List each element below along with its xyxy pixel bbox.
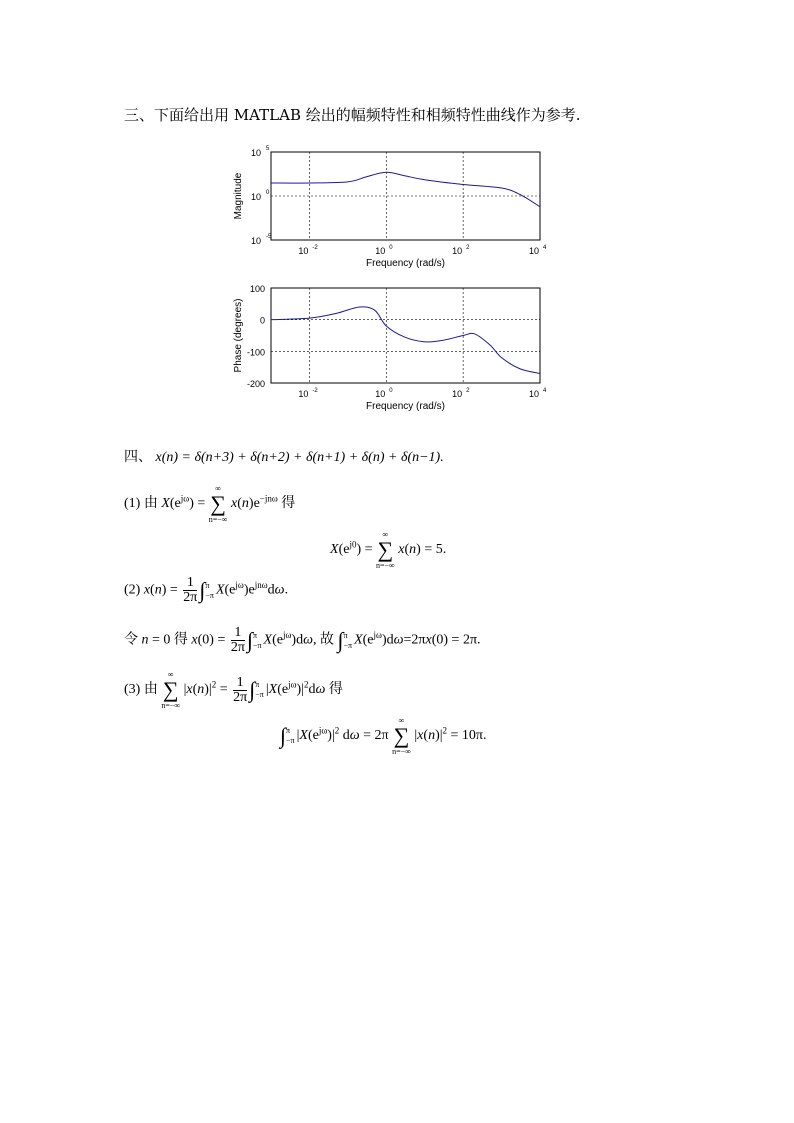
y-tick-label: 10 <box>250 148 261 158</box>
y-tick-exponent: 0 <box>266 190 270 196</box>
part3-label: (3) <box>124 682 141 698</box>
y-tick-label: 100 <box>249 284 265 294</box>
y-tick-label: 0 <box>259 315 265 326</box>
x-tick-label: 10 <box>375 389 386 399</box>
x-tick-label: 10 <box>452 246 463 256</box>
y-tick-label: 10 <box>250 192 261 202</box>
series-line <box>271 172 540 207</box>
x-tick-label: 10 <box>452 389 463 399</box>
x-tick-label: 10 <box>298 246 309 256</box>
x-tick-label: 10 <box>528 246 540 256</box>
part2-line: (2) x(n) = $\frac{1}{2\pi}$ ∫ π −π $X(e^{j\omega})e^{jn\omega}d\omega$. <box>124 575 289 605</box>
y-tick-label: -100 <box>246 347 265 358</box>
x-tick-exponent: 2 <box>466 245 470 251</box>
y-tick-exponent: -5 <box>266 234 272 240</box>
x-tick-label: 10 <box>298 389 309 399</box>
part2-derivation: 令 n = 0 得 x(0) = $\frac{1}{2\pi}$ ∫ π −π $X(e^{j\omega})d\omega$, 故 ∫ π −π $X(e^{j\omega})d\omega=2\pi x(0) = 2\pi$. <box>124 625 481 655</box>
x-tick-exponent: 2 <box>466 388 470 394</box>
x-tick-exponent: -2 <box>312 245 318 251</box>
part3-line: (3) 由 ∞ ∑ n=−∞ $|x(n)|^2$ = $\frac{1}{2\pi}$ ∫ π −π $|X(e^{j\omega})|^2d\omega$ 得 <box>124 670 343 710</box>
x-axis-label: Frequency (rad/s) <box>366 258 445 269</box>
x-tick-label: 10 <box>528 389 540 399</box>
section4-equation: x(n) = δ(n+3) + δ(n+2) + δ(n+1) + δ(n) + δ(n−1). <box>155 450 444 465</box>
y-tick-label: -200 <box>246 379 265 389</box>
plot-frame <box>271 288 540 383</box>
x-tick-exponent: 4 <box>543 388 547 394</box>
part3-result: ∫ π −π $|X(e^{j\omega})|^2$ dω = 2π ∞ ∑ n=−∞ $|x(n)|^2 = 10\pi$. <box>280 716 487 756</box>
y-tick-exponent: 5 <box>266 146 270 152</box>
series-line <box>271 307 540 374</box>
y-axis-label: Phase (degrees) <box>233 298 244 373</box>
section3-heading: 三、下面给出用 MATLAB 绘出的幅频特性和相频特性曲线作为参考. <box>124 106 581 124</box>
x-tick-exponent: 0 <box>389 388 393 394</box>
x-tick-exponent: 4 <box>543 245 547 251</box>
x-tick-exponent: -2 <box>312 388 318 394</box>
part1-line: (1) 由 $X(e^{j\omega})$ = ∞ ∑ n=−∞ $x(n)e^{-jn\omega}$ 得 <box>124 484 296 524</box>
x-tick-label: 10 <box>375 246 386 256</box>
plot-frame <box>271 152 540 240</box>
part2-label: (2) <box>124 582 141 598</box>
y-axis-label: Magnitude <box>233 172 244 220</box>
x-tick-exponent: 0 <box>389 245 393 251</box>
part1-result: $X(e^{j0})$ = ∞ ∑ n=−∞ x(n) = 5. <box>330 530 447 570</box>
section4-label: 四、 <box>124 450 152 465</box>
y-tick-label: 10 <box>250 236 261 246</box>
part1-label: (1) <box>124 496 141 512</box>
section4-line1 <box>124 446 444 466</box>
x-axis-label: Frequency (rad/s) <box>366 401 445 412</box>
